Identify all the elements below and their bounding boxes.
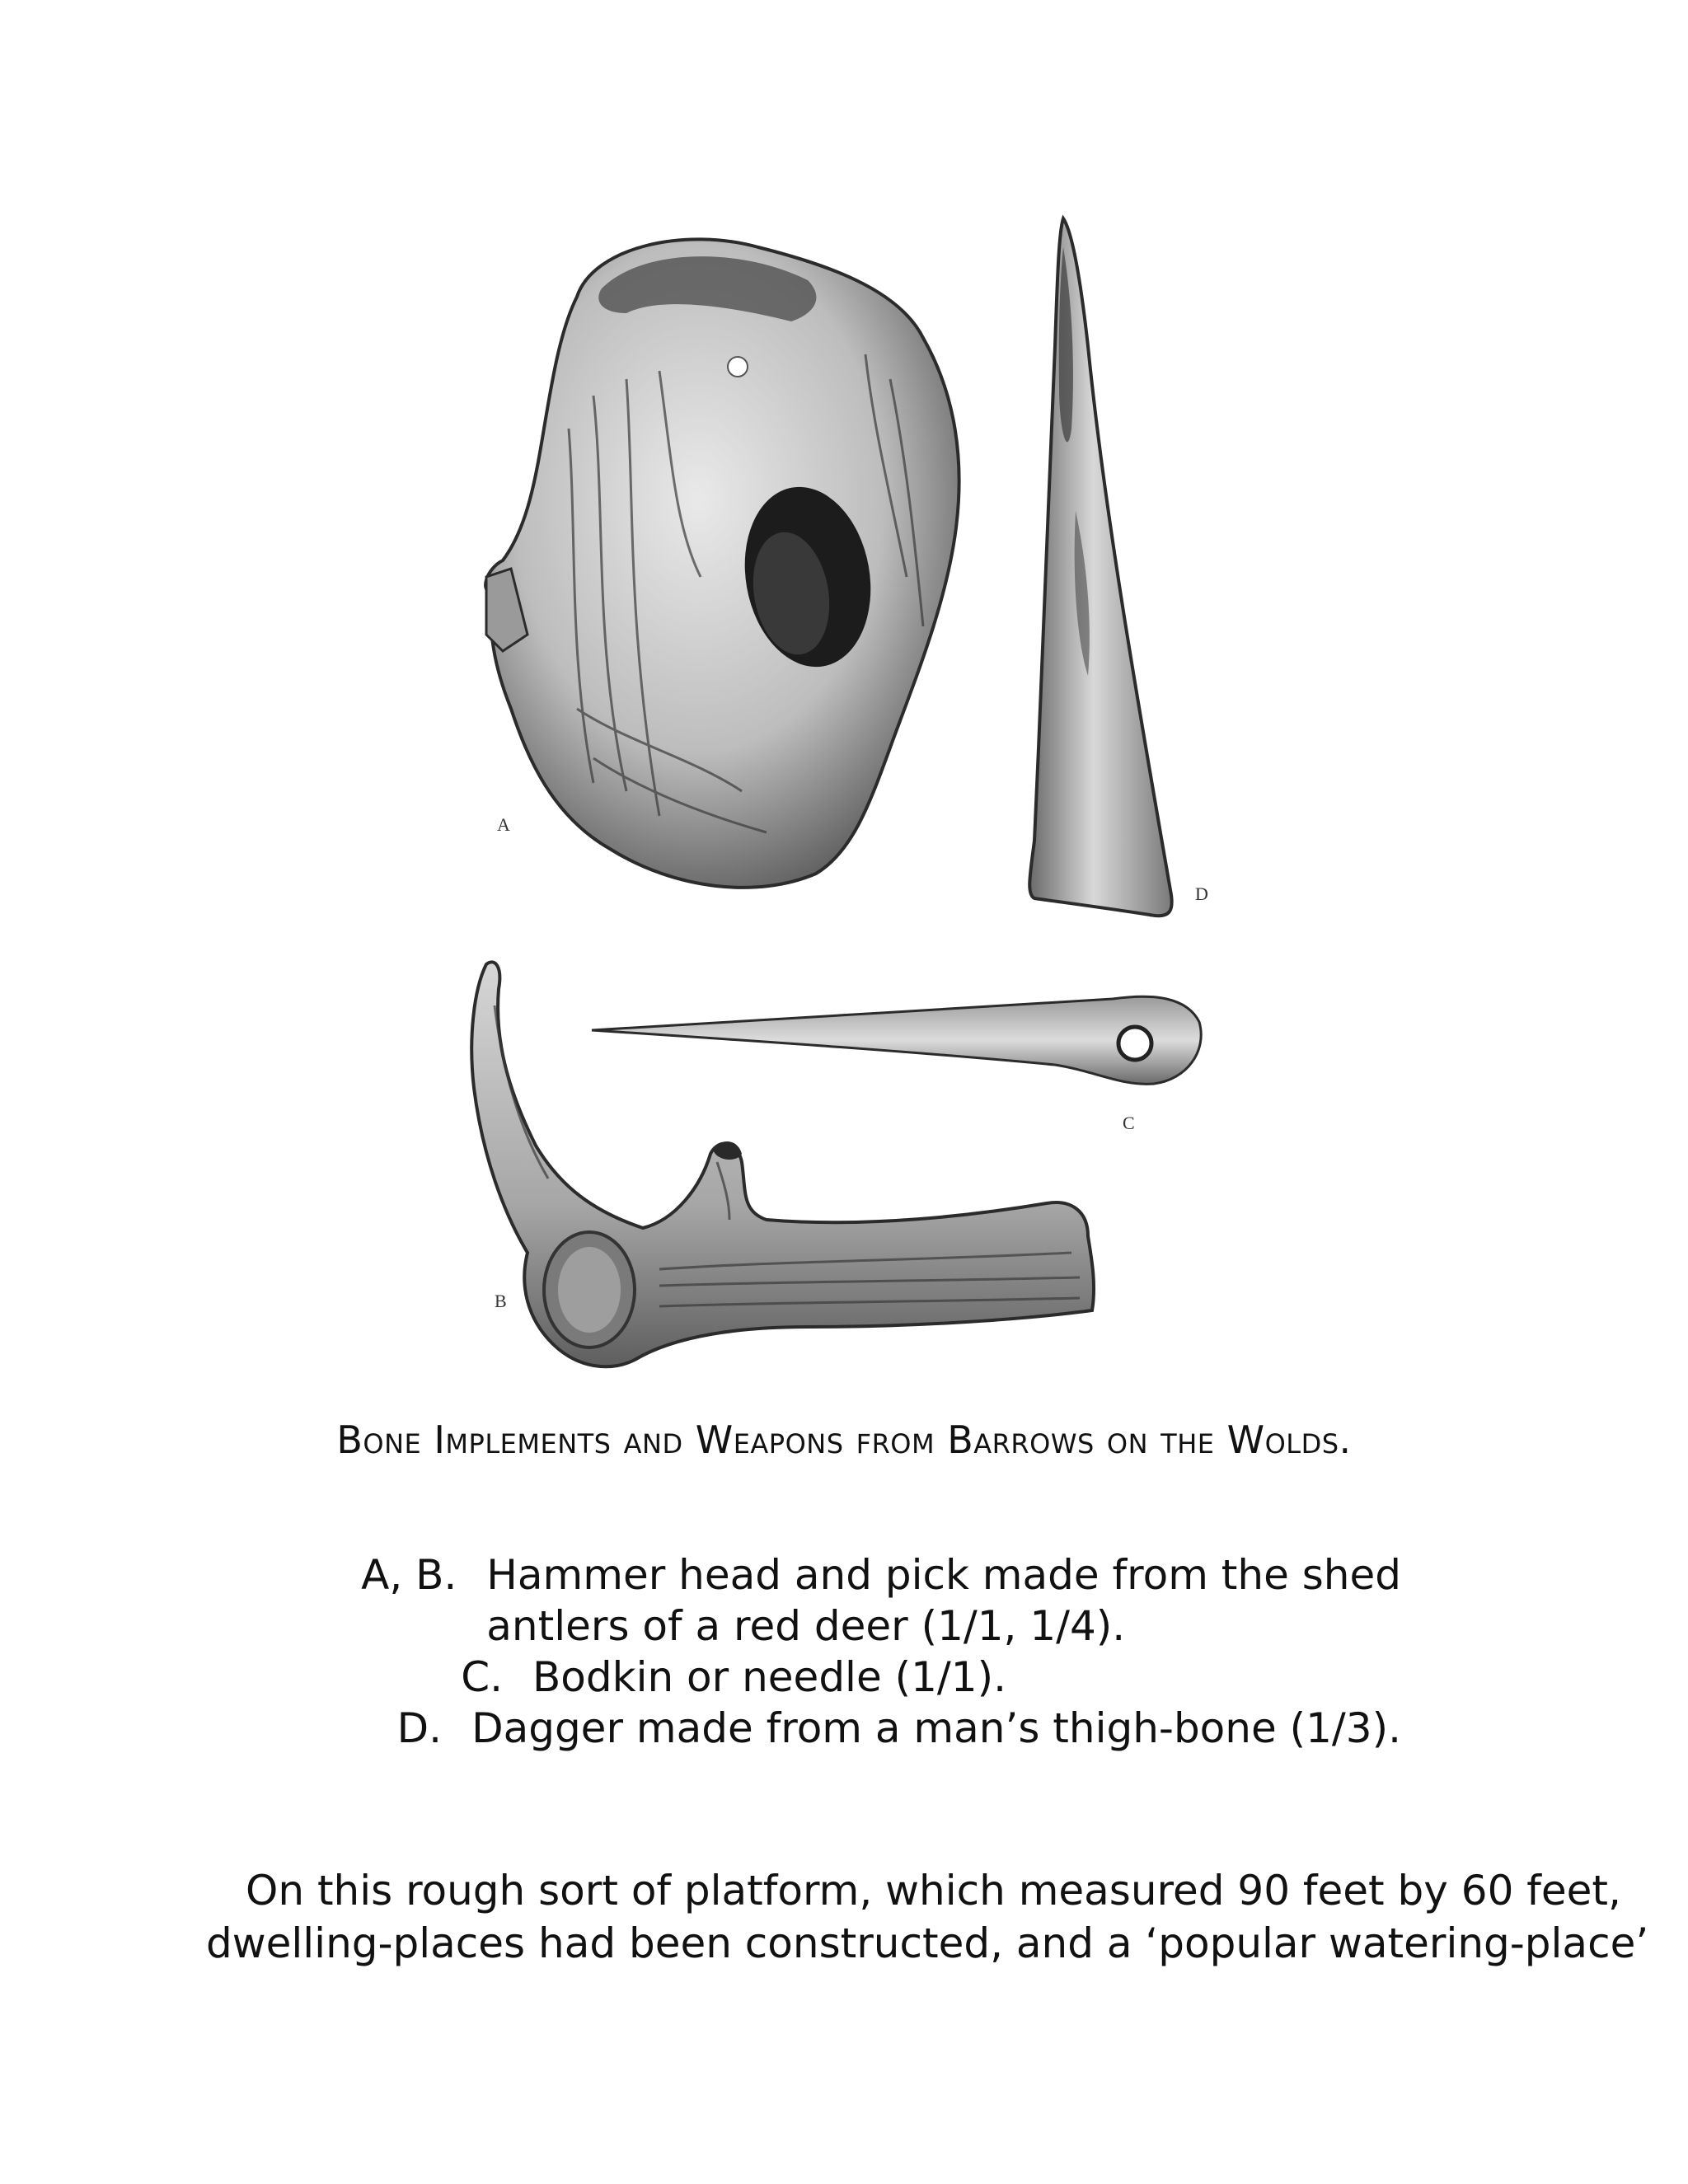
figure-legend [330, 1549, 1401, 1754]
paragraph-line: dwelling-places had been constructed, and a ‘popular watering-place’ [206, 1919, 1649, 1967]
legend-line: Hammer head and pick made from the shed [486, 1551, 1401, 1599]
legend-line: Dagger made from a man’s thigh-bone (1/3). [471, 1704, 1401, 1752]
body-paragraph [206, 1864, 1649, 1970]
legend-line: antlers of a red deer (1/1, 1/4). [486, 1602, 1126, 1650]
figure-label-d: D [1195, 883, 1209, 904]
legend-line: Bodkin or needle (1/1). [532, 1653, 1006, 1701]
figure-label-c: C [1123, 1113, 1136, 1133]
paragraph-line: On this rough sort of platform, which measured 90 feet by 60 feet, [246, 1867, 1621, 1915]
figure-label-b: B [495, 1291, 508, 1311]
figure-caption: Bone Implements and Weapons from Barrows on the Wolds. [336, 1418, 1352, 1462]
dagger-illustration [1029, 218, 1172, 916]
legend-item-d [330, 1703, 1401, 1754]
legend-key: D. [396, 1704, 443, 1752]
legend-key: C. [461, 1653, 503, 1701]
legend-description [457, 1549, 1401, 1652]
figure-label-a: A [497, 814, 511, 835]
legend-description [503, 1652, 1401, 1703]
legend-description [442, 1703, 1401, 1754]
hammer-head-illustration [485, 239, 959, 887]
legend-item-ab [330, 1549, 1401, 1652]
legend-key: A, B. [361, 1551, 457, 1599]
legend-item-c [330, 1652, 1401, 1703]
bodkin-illustration [592, 996, 1201, 1084]
